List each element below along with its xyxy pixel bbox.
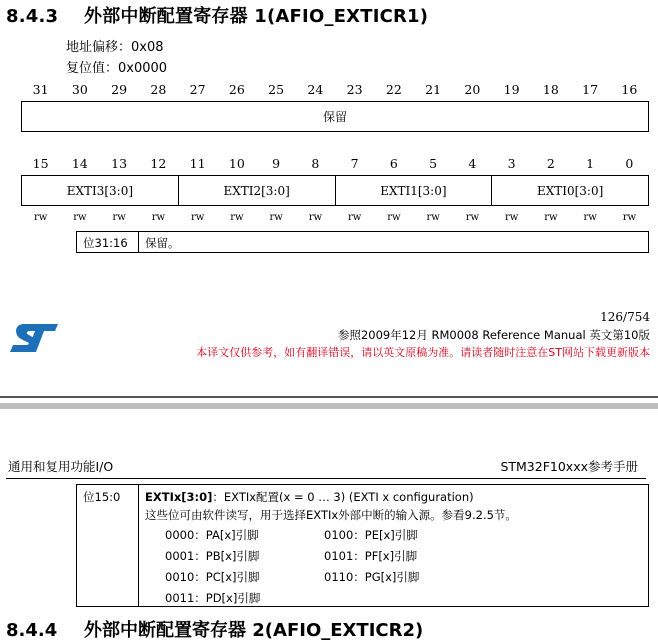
access-label: rw (112, 212, 126, 223)
bit-number: 25 (268, 82, 285, 97)
option-left-2: 0010：PC[x]引脚 (165, 570, 260, 584)
reserved-bits-label: 位31:16 (77, 232, 139, 252)
access-label: rw (504, 212, 519, 223)
section-number: 8.4.3 (6, 6, 59, 27)
exti2-field: EXTI2[3:0] (178, 176, 335, 205)
section-title-text: 外部中断配置寄存器 1(AFIO_EXTICR1) (84, 6, 429, 27)
bit-number: 0 (625, 156, 634, 171)
exti1-field: EXTI1[3:0] (335, 176, 492, 205)
field-description-cell (139, 485, 648, 606)
field-name: EXTIx[3:0] (145, 490, 213, 504)
address-offset: 地址偏移：0x08 (66, 40, 164, 55)
access-label: rw (269, 212, 283, 223)
upper-bit-numbers (21, 82, 649, 97)
access-label: rw (622, 212, 637, 223)
option-right-2: 0110：PG[x]引脚 (324, 570, 420, 584)
option-left-0: 0000：PA[x]引脚 (165, 528, 259, 542)
bit-number: 30 (71, 82, 88, 97)
field-bits-label: 位15:0 (77, 485, 139, 606)
upper-register-row (21, 101, 649, 132)
page-gap (0, 403, 658, 409)
access-label: rw (347, 212, 362, 223)
bit-number: 23 (346, 82, 363, 97)
next-section-number: 8.4.4 (6, 620, 58, 641)
bit-number: 14 (71, 156, 88, 171)
field-heading (145, 489, 474, 505)
bit-number: 21 (425, 82, 442, 97)
reserved-field: 保留 (322, 110, 347, 124)
page-number: 126/754 (600, 310, 650, 324)
bit-number: 27 (189, 82, 206, 97)
section-title (6, 2, 428, 28)
bit-number: 5 (429, 156, 438, 171)
bit-number: 10 (228, 156, 245, 171)
access-label: rw (465, 212, 480, 223)
next-section-title-text: 外部中断配置寄存器 2(AFIO_EXTICR2) (84, 620, 424, 641)
reserved-description-row (76, 231, 649, 253)
access-label: rw (33, 212, 48, 223)
bit-number: 12 (150, 156, 167, 171)
page-divider (0, 396, 658, 398)
reserved-text: 保留。 (145, 236, 180, 250)
option-left-1: 0001：PB[x]引脚 (165, 549, 260, 563)
reference-line: 参照2009年12月 RM0008 Reference Manual 英文第10版 (337, 328, 650, 342)
access-label: rw (387, 212, 401, 223)
exti0-field: EXTI0[3:0] (491, 176, 648, 205)
bit-number: 1 (586, 156, 595, 171)
access-label: rw (544, 212, 558, 223)
bit-number: 22 (385, 82, 402, 97)
header-rule (6, 478, 646, 479)
bit-number: 18 (542, 82, 559, 97)
bit-number: 29 (111, 82, 128, 97)
page2-header-right: STM32F10xxx参考手册 (500, 459, 638, 474)
bit-number: 20 (464, 82, 481, 97)
exti-field-description (76, 484, 649, 607)
bit-number: 26 (228, 82, 245, 97)
option-right-1: 0101：PF[x]引脚 (324, 549, 418, 563)
translation-note: 本译文仅供参考，如有翻译错误，请以英文原稿为准。请读者随时注意在ST网站下载更新版本 (196, 346, 650, 359)
access-label: rw (583, 212, 597, 223)
next-section-title (6, 616, 423, 642)
access-label: rw (73, 212, 87, 223)
access-label: rw (151, 212, 166, 223)
field-desc: 这些位可由软件读写，用于选择EXTIx外部中断的输入源。参看9.2.5节。 (145, 508, 517, 522)
access-label: rw (426, 212, 440, 223)
bit-number: 11 (189, 156, 206, 171)
bit-number: 13 (111, 156, 128, 171)
option-left-3: 0011：PD[x]引脚 (165, 591, 261, 605)
reset-value: 复位值：0x0000 (66, 61, 168, 76)
bit-number: 28 (150, 82, 167, 97)
access-row (21, 212, 649, 223)
bit-number: 9 (272, 156, 281, 171)
bit-number: 19 (503, 82, 520, 97)
exti3-field: EXTI3[3:0] (66, 183, 134, 198)
st-logo-icon (8, 322, 60, 354)
bit-number: 15 (32, 156, 49, 171)
access-label: rw (230, 212, 244, 223)
field-title: ：EXTIx配置(x = 0 … 3) (EXTI x configuration) (212, 490, 474, 504)
bit-number: 31 (32, 82, 49, 97)
bit-number: 8 (311, 156, 320, 171)
access-label: rw (308, 212, 323, 223)
page2-header-left: 通用和复用功能I/O (8, 459, 114, 474)
bit-number: 24 (307, 82, 324, 97)
access-label: rw (190, 212, 205, 223)
bit-number: 7 (350, 156, 359, 171)
bit-number: 6 (389, 156, 398, 171)
bit-number: 16 (621, 82, 638, 97)
option-right-0: 0100：PE[x]引脚 (324, 528, 418, 542)
bit-number: 17 (582, 82, 599, 97)
lower-bit-numbers (21, 156, 649, 171)
bit-number: 2 (546, 156, 555, 171)
bit-number: 4 (468, 156, 477, 171)
lower-register-row (21, 175, 649, 206)
bit-number: 3 (507, 156, 516, 171)
